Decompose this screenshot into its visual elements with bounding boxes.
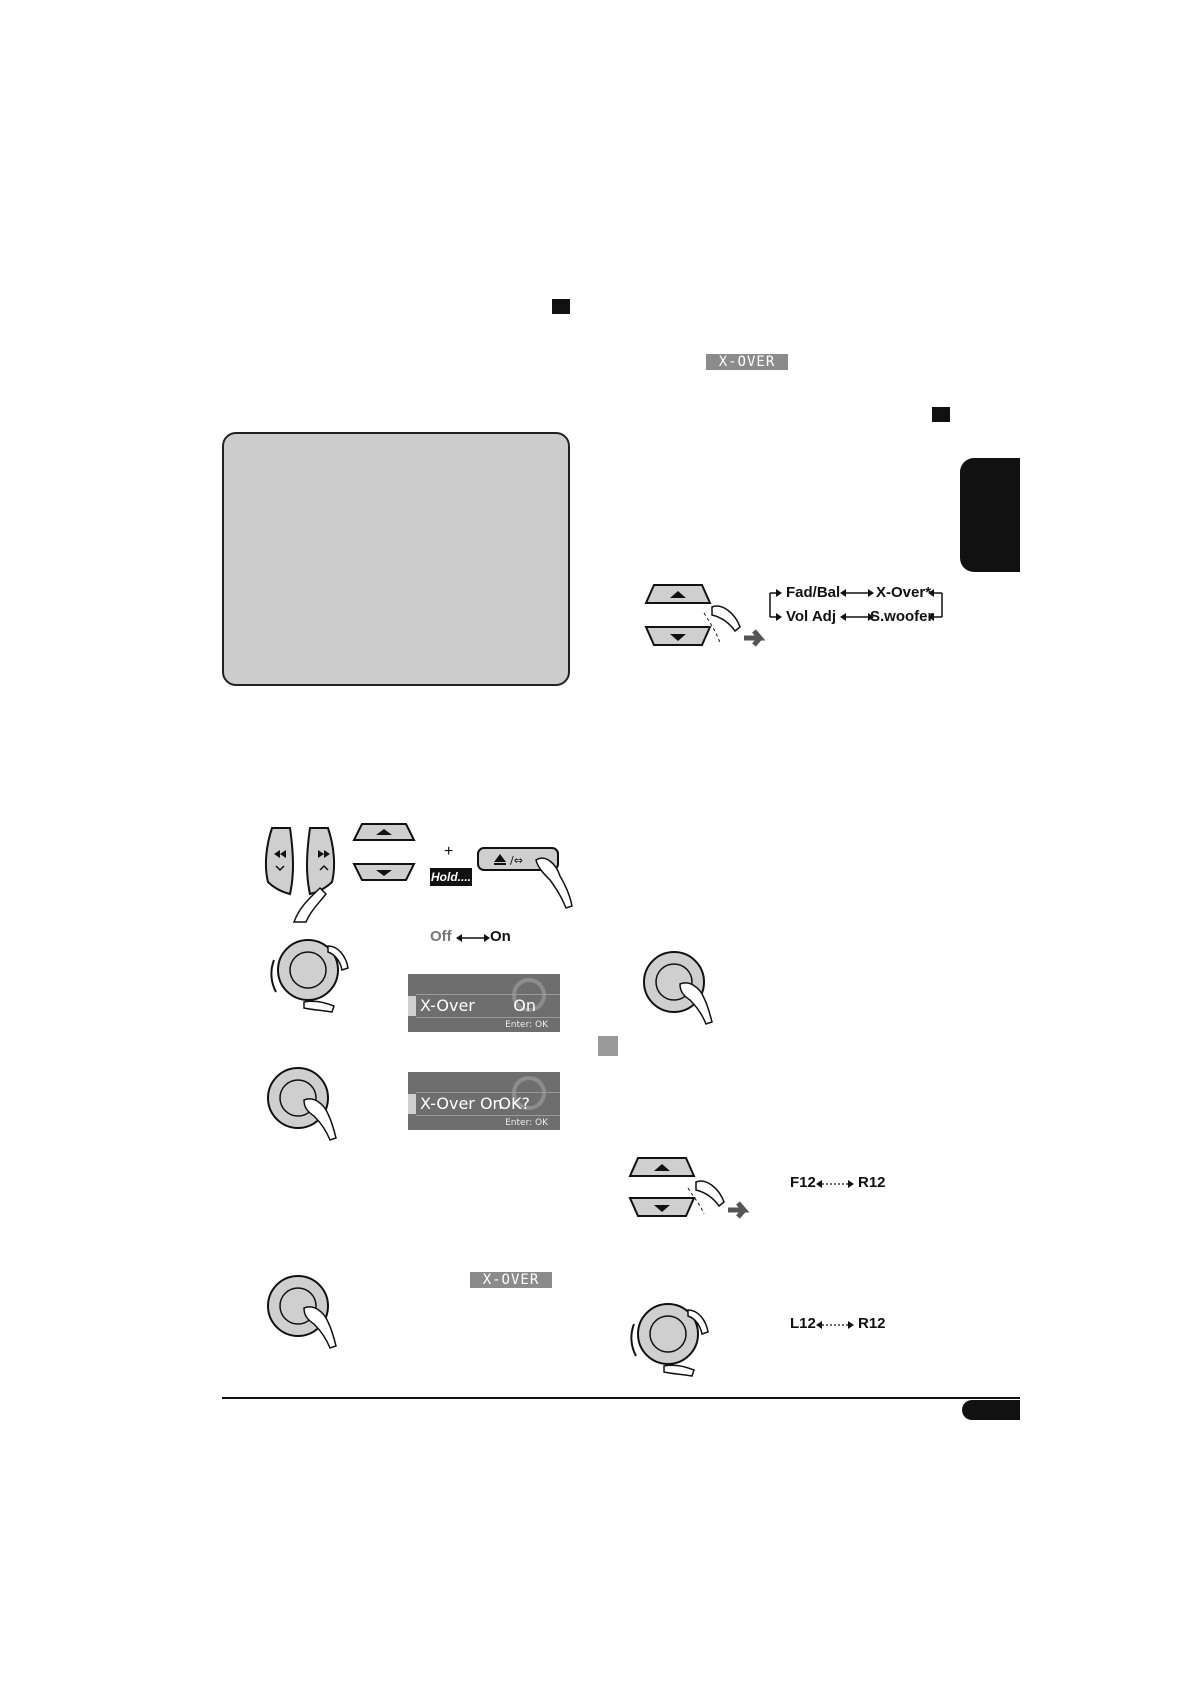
lcd-display-xover-confirm [408, 1072, 560, 1130]
control-dial-press [264, 1064, 344, 1144]
up-down-buttons-illustration [350, 822, 416, 888]
lcd-enter-hint: Enter: OK [505, 1020, 548, 1030]
control-dial-press [640, 948, 720, 1028]
language-tab [960, 458, 1020, 572]
balance-left-label: L12 [790, 1315, 816, 1332]
toggle-off-label: Off [430, 928, 452, 945]
skip-buttons-illustration [264, 826, 348, 924]
xover-badge: X-OVER [706, 354, 788, 370]
menu-item-fad-bal: Fad/Bal [786, 584, 841, 601]
hold-label: Hold.... [431, 870, 471, 884]
up-down-buttons-illustration [640, 583, 770, 655]
section-end-marker [552, 299, 570, 314]
lcd-value: OK? [498, 1094, 530, 1113]
lcd-label: X-Over On [420, 1094, 503, 1113]
balance-right-label: R12 [858, 1315, 886, 1332]
fader-front-label: F12 [790, 1174, 816, 1191]
note-box [222, 432, 570, 686]
control-dial-rotate [624, 1294, 714, 1384]
balance-arrow [816, 1321, 854, 1329]
svg-text:/⇔: /⇔ [510, 854, 523, 867]
section-marker [598, 1036, 618, 1056]
menu-item-x-over: X-Over* [876, 584, 932, 601]
lcd-value: On [513, 996, 536, 1015]
control-dial-rotate [264, 930, 354, 1020]
fader-rear-label: R12 [858, 1174, 886, 1191]
page-number-tab [962, 1400, 1020, 1420]
menu-item-vol-adj: Vol Adj [786, 608, 836, 625]
xover-badge: X-OVER [470, 1272, 552, 1288]
toggle-on-label: On [490, 928, 511, 945]
menu-item-s-woofer: S.woofer [870, 608, 934, 625]
eject-button-illustration [476, 846, 576, 910]
up-down-buttons-illustration [624, 1156, 754, 1226]
footer-rule [222, 1397, 1020, 1399]
lcd-enter-hint: Enter: OK [505, 1118, 548, 1128]
control-dial-press [264, 1272, 344, 1352]
lcd-label: X-Over [420, 996, 475, 1015]
lcd-display-xover-on [408, 974, 560, 1032]
plus-sign: + [444, 843, 454, 860]
toggle-arrow [456, 934, 490, 942]
fader-arrow [816, 1180, 854, 1188]
section-end-marker [932, 407, 950, 422]
